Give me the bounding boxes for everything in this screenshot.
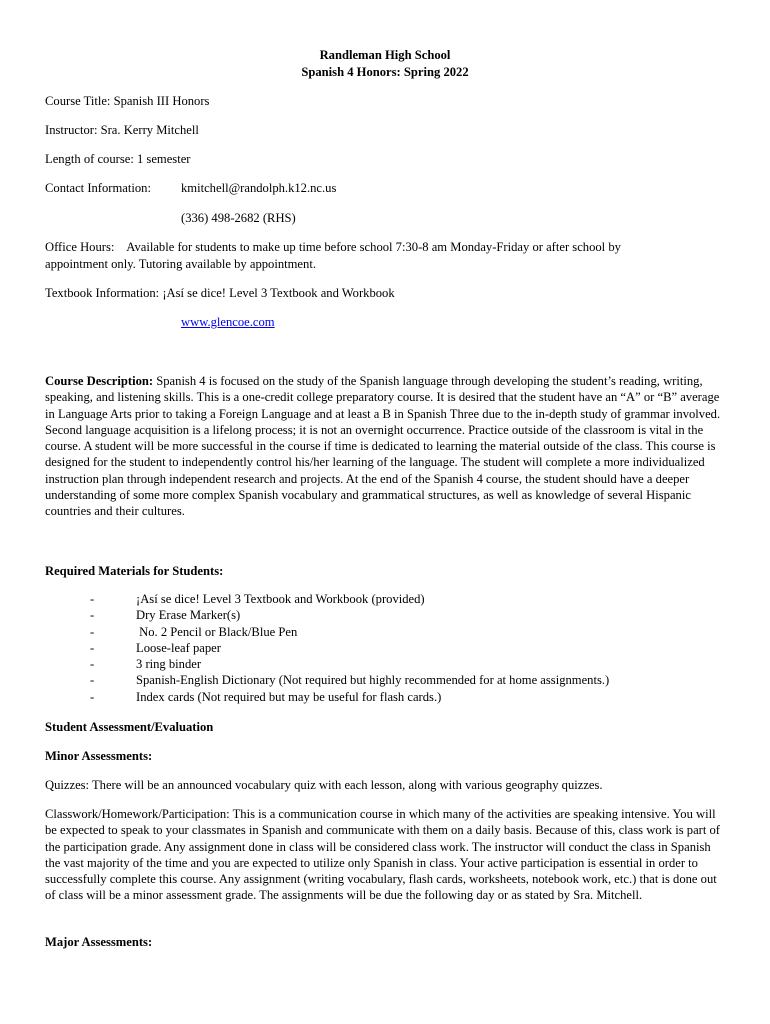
course-length: Length of course: 1 semester — [45, 152, 191, 166]
classwork-text: Classwork/Homework/Participation: This is a communication course in which many of the activities are speaking intensive. You will be expected to speak to your classmates in Spanish and communicate with them on a daily basis. Because of this, class work is part of the participation grade. Any assignment done in class will be considered class work. The instructor will conduct the class in Spanish the vast majority of the time and you are expected to utilize only Spanish in class. Your active participation is essential in order to successfully complete this course. Any assignment (writing vocabulary, flash cards, worksheets, notebook work, etc.) that is done out of class will be a minor assessment grade. The assignments will be due the following day or as stated by Sra. Mitchell. — [45, 807, 721, 903]
bullet-dash: - — [90, 592, 95, 606]
office-hours-label: Office Hours: — [45, 240, 115, 254]
office-hours-text: Available for students to make up time before school 7:30-8 am Monday-Friday or after school by — [126, 240, 621, 254]
quizzes-text: Quizzes: There will be an announced vocabulary quiz with each lesson, along with various geography quizzes. — [45, 778, 603, 792]
major-assessments-heading: Major Assessments: — [45, 935, 153, 949]
instructor: Instructor: Sra. Kerry Mitchell — [45, 123, 199, 137]
bullet-dash: - — [90, 689, 95, 704]
school-name: Randleman High School — [319, 48, 451, 62]
materials-heading: Required Materials for Students: — [45, 564, 224, 578]
bullet-dash: - — [90, 657, 95, 672]
course-term: Spanish 4 Honors: Spring 2022 — [301, 65, 469, 79]
textbook-info: Textbook Information: ¡Así se dice! Level 3 Textbook and Workbook — [45, 286, 395, 300]
minor-assessments-heading: Minor Assessments: — [45, 749, 153, 763]
contact-phone: (336) 498-2682 (RHS) — [181, 211, 296, 225]
syllabus-page: Randleman High School Spanish 4 Honors: Spring 2022 Course Title: Spanish III Honors Instructor: Sra. Kerry Mitchell Length of course: 1 semester Contact Information: kmitchell@randolph.k12.nc.us (336) 498-2682 (RHS) Office Hours: Available for students to make up time before school 7:30-8 am Monday-Friday or after school by appointment only. Tutoring available by appointment. Textbook Information: ¡Así se dice! Level 3 Textbook and Workbook www.glencoe.com Course Description: Spanish 4 is focused on the study of the Spanish language through developing the student’s reading, writing, speaking, and listening skills. This is a one-credit college preparatory course. It is desired that the student have an “A” or “B” average in Language Arts prior to taking a Foreign Language and at least a B in Spanish Three due to the in-depth study of grammar involved. Second language acquisition is a lifelong process; it is not an overnight occurrence. Practice outside of the classroom is vital in the course. A student will be more successful in the course if time is dedicated to learning the material outside of the class. This course is designed for the student to independently control his/her learning of the language. The student will complete a more individualized instruction plan through independent research and projects. At the end of the Spanish 4 course, the student should have a deeper understanding of some more complex Spanish vocabulary and grammatical structures, as well as knowledge of several Hispanic countries and their cultures. Required Materials for Students: - ¡Así se dice! Level 3 Textbook and Workbook (provided) - Dry Erase Marker(s) - No. 2 Pencil or Black/Blue Pen - Loose-leaf paper - 3 ring binder - Spanish-English Dictionary (Not required but highly recommended for at home assignments.) - Index cards (Not required but may be useful for flash cards.) Student Assessment/Evaluation Minor Assessments: Quizzes: There will be an announced vocabulary quiz with each lesson, along with various geography quizzes. Classwork/Homework/Participation: This is a communication course in which many of the activities are speaking intensive. You will be expected to speak to your classmates in Spanish and communicate with them on a daily basis. Because of this, class work is part of the participation grade. Any assignment done in class will be considered class work. The instructor will conduct the class in Spanish the vast majority of the time and you are expected to utilize only Spanish in class. Your active participation is essential in order to successfully complete this course. Any assignment (writing vocabulary, flash cards, worksheets, notebook work, etc.) that is done out of class will be a minor assessment grade. The assignments will be due the following day or as stated by Sra. Mitchell. Major Assessments: — [0, 0, 770, 1024]
course-description-label: Course Description: — [45, 374, 154, 388]
bullet-dash: - — [90, 624, 95, 639]
office-hours — [45, 239, 621, 255]
course-description-text: Spanish 4 is focused on the study of the Spanish language through developing the student’s reading, writing, speaking, and listening skills. This is a one-credit college preparatory course. It is desired that the student have an “A” or “B” average in Language Arts prior to taking a Foreign Language and at least a B in Spanish Three due to the in-depth study of grammar involved. Second language acquisition is a lifelong process; it is not an overnight occurrence. Practice outside of the classroom is vital in the course. A student will be more successful in the course if time is dedicated to learning the material outside of the class. This course is designed for the student to independently control his/her learning of the language. The student will complete a more individualized instruction plan through independent research and projects. At the end of the Spanish 4 course, the student should have a deeper understanding of some more complex Spanish vocabulary and grammatical structures, as well as knowledge of several Hispanic countries and their cultures. — [45, 374, 721, 519]
contact-email[interactable]: kmitchell@randolph.k12.nc.us — [181, 181, 337, 195]
course-description — [45, 373, 725, 520]
assessment-heading: Student Assessment/Evaluation — [45, 720, 214, 734]
contact-label: Contact Information: — [45, 181, 151, 195]
office-hours-text-2: appointment only. Tutoring available by appointment. — [45, 257, 316, 271]
bullet-dash: - — [90, 673, 95, 688]
course-title: Course Title: Spanish III Honors — [45, 94, 210, 108]
glencoe-link[interactable]: www.glencoe.com — [181, 315, 275, 329]
bullet-dash: - — [90, 640, 95, 655]
bullet-dash: - — [90, 608, 95, 623]
